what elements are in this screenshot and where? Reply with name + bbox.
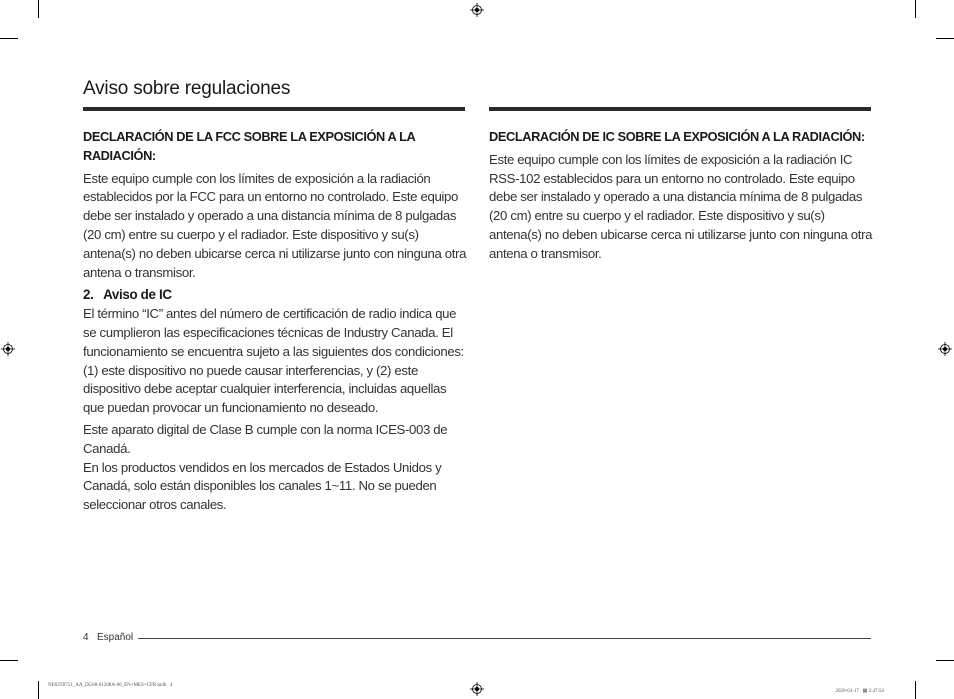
crop-mark — [915, 0, 916, 18]
ic-body-1: El término “IC” antes del número de certificación de radio indica que se cumplieron las especificaciones técnicas de Industry Canada. El funcionamiento se encuentra sujeto a las siguientes dos condiciones: (1) este dispositivo no puede causar interferencias, y (2) este dispositivo debe aceptar cualquier interferencia, incluidas aquellas que puedan provocar un funcionamiento no deseado. — [83, 306, 464, 416]
footer-rule — [138, 638, 871, 639]
fcc-body: Este equipo cumple con los límites de exposición a la radiación establecidos por la FCC para un entorno no controlado. Este equipo debe ser instalado y operado a una distancia mínima de 8 pulgadas (20 cm) entre su cuerpo y el radiador. Este dispositivo y su(s) antena(s) no deben ubicarse cerca ni utilizarse junto con ninguna otra antena o transmisor. — [83, 170, 467, 280]
print-slug-date-text: 2020-03-17 — [835, 689, 863, 694]
print-slug-date — [833, 683, 884, 694]
right-column — [489, 128, 874, 264]
fcc-heading: DECLARACIÓN DE LA FCC SOBRE LA EXPOSICIÓN A LA RADIACIÓN: — [83, 129, 415, 163]
left-column — [83, 128, 468, 515]
page-title: Aviso sobre regulaciones — [83, 78, 291, 99]
left-section-rule — [83, 107, 465, 111]
crop-mark — [38, 681, 39, 699]
crop-mark — [936, 38, 954, 39]
ic-heading: 2. Aviso de IC — [83, 287, 172, 303]
right-section-rule — [489, 107, 871, 111]
crop-mark — [0, 38, 18, 39]
calendar-glyph-icon: ▦ — [862, 689, 869, 694]
print-slug-time: 2:47:54 — [868, 689, 884, 694]
crop-mark — [0, 660, 18, 661]
crop-mark — [915, 681, 916, 699]
registration-mark-icon — [470, 682, 484, 696]
crop-mark — [936, 660, 954, 661]
ic-body-3: En los productos vendidos en los mercados de Estados Unidos y Canadá, solo están disponibles los canales 1~11. No se pueden seleccionar otros canales. — [83, 459, 442, 513]
registration-mark-icon — [470, 3, 484, 17]
crop-mark — [38, 0, 39, 18]
ic-radiation-body: Este equipo cumple con los límites de exposición a la radiación IC RSS-102 establecidos para un entorno no controlado. Este equipo debe ser instalado y operado a una distancia mínima de 8 pulgadas (20 cm) entre su cuerpo y el radiador. Este dispositivo y su(s) antena(s) no deben ubicarse cerca ni utilizarse junto con ninguna otra antena o transmisor. — [489, 151, 873, 261]
page-number: 4 — [83, 632, 89, 643]
registration-mark-icon — [1, 342, 15, 356]
ic-body-2: Este aparato digital de Clase B cumple con la norma ICES-003 de Canadá. — [83, 421, 448, 456]
registration-mark-icon — [938, 342, 952, 356]
ic-radiation-heading: DECLARACIÓN DE IC SOBRE LA EXPOSICIÓN A LA RADIACIÓN: — [489, 129, 865, 144]
page-language: Español — [97, 632, 134, 643]
print-slug-file: NE63T8751_AA_DG68-01208A-00_EN+MES+CFR.indb 4 — [48, 683, 173, 688]
